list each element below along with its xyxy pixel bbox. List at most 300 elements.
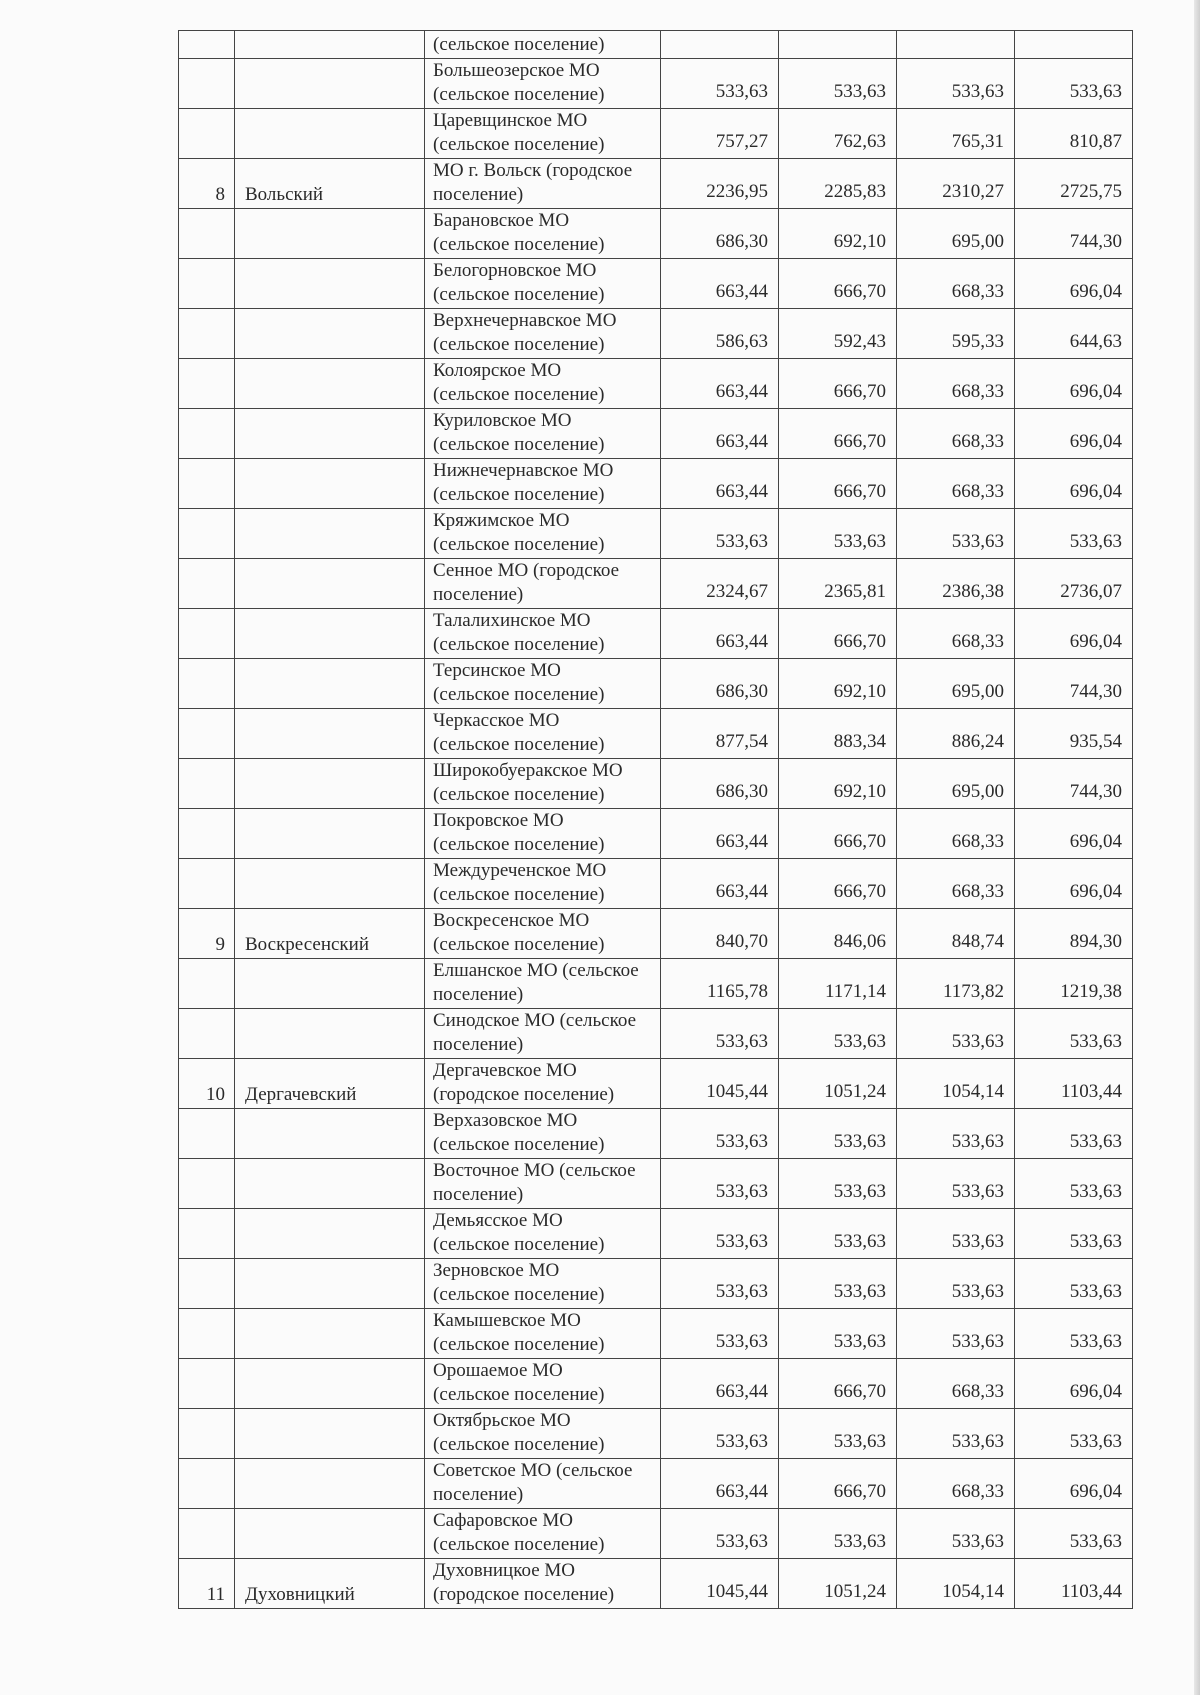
value-cell-1: 533,63 (661, 1109, 779, 1159)
district-cell (235, 559, 425, 609)
row-number-cell (179, 259, 235, 309)
value-cell-2: 1051,24 (779, 1559, 897, 1609)
district-cell (235, 1109, 425, 1159)
value-cell-4: 696,04 (1015, 459, 1133, 509)
table-row (179, 1409, 1133, 1459)
row-number-cell (179, 109, 235, 159)
value-cell-4: 810,87 (1015, 109, 1133, 159)
municipality-name-line: Широкобуеракское МО (433, 760, 623, 781)
municipality-cell (425, 59, 661, 109)
municipality-cell (425, 1459, 661, 1509)
municipality-name-line: Воскресенское МО (433, 910, 590, 931)
table-row (179, 1159, 1133, 1209)
municipality-name-line: Демьясское МО (433, 1210, 563, 1231)
table-row (179, 259, 1133, 309)
row-number-cell (179, 509, 235, 559)
value-cell-3: 695,00 (897, 659, 1015, 709)
value-cell-2: 692,10 (779, 659, 897, 709)
municipality-type-line: (сельское поселение) (433, 934, 605, 955)
table-row (179, 209, 1133, 259)
table-row (179, 1109, 1133, 1159)
municipality-cell (425, 359, 661, 409)
value-cell-3: 848,74 (897, 909, 1015, 959)
table-row (179, 1559, 1133, 1609)
municipality-name-line: Зерновское МО (433, 1260, 560, 1281)
municipality-type-line: (сельское поселение) (433, 384, 605, 405)
municipality-cell (425, 409, 661, 459)
municipality-cell (425, 1009, 661, 1059)
district-cell (235, 359, 425, 409)
table-row (179, 909, 1133, 959)
municipality-cell (425, 609, 661, 659)
municipality-type-line: (городское поселение) (433, 1084, 615, 1105)
table-row (179, 359, 1133, 409)
municipality-type-line: (сельское поселение) (433, 334, 605, 355)
municipality-cell (425, 909, 661, 959)
table-row (179, 709, 1133, 759)
table-row (179, 859, 1133, 909)
row-number-cell (179, 859, 235, 909)
row-number-cell (179, 59, 235, 109)
district-cell (235, 1009, 425, 1059)
municipality-type-line: (сельское поселение) (433, 84, 605, 105)
value-cell-1: 663,44 (661, 1359, 779, 1409)
value-cell-2: 666,70 (779, 1459, 897, 1509)
row-number-cell (179, 1459, 235, 1509)
municipality-name-line: Царевщинское МО (433, 110, 588, 131)
municipality-type-line: (сельское поселение) (433, 234, 605, 255)
value-cell-1: 1045,44 (661, 1559, 779, 1609)
municipality-name-line: Куриловское МО (433, 410, 572, 431)
value-cell-3: 533,63 (897, 1259, 1015, 1309)
row-number-cell (179, 1259, 235, 1309)
table-row (179, 409, 1133, 459)
value-cell-4: 2736,07 (1015, 559, 1133, 609)
municipality-type-line: поселение) (433, 1484, 524, 1505)
value-cell-1: 663,44 (661, 459, 779, 509)
value-cell-4: 1103,44 (1015, 1559, 1133, 1609)
municipality-name-line: Сафаровское МО (433, 1510, 573, 1531)
municipality-cell (425, 1309, 661, 1359)
row-number-cell (179, 809, 235, 859)
district-cell (235, 1459, 425, 1509)
municipality-type-line: поселение) (433, 184, 524, 205)
row-number-cell (179, 1109, 235, 1159)
value-cell-3: 533,63 (897, 1409, 1015, 1459)
municipality-cell (425, 759, 661, 809)
row-number-cell (179, 1159, 235, 1209)
municipality-type-line: (сельское поселение) (433, 884, 605, 905)
value-cell-3: 533,63 (897, 1509, 1015, 1559)
table-row (179, 759, 1133, 809)
district-cell (235, 709, 425, 759)
municipality-type-line: (сельское поселение) (433, 634, 605, 655)
value-cell-2: 533,63 (779, 1159, 897, 1209)
table-row (179, 659, 1133, 709)
row-number-cell (179, 409, 235, 459)
value-cell-2: 592,43 (779, 309, 897, 359)
table-row (179, 109, 1133, 159)
district-cell (235, 1509, 425, 1559)
municipality-cell (425, 859, 661, 909)
row-number-cell (179, 1509, 235, 1559)
value-cell-3: 1054,14 (897, 1559, 1015, 1609)
district-cell (235, 209, 425, 259)
district-cell: Воскресенский (235, 909, 425, 959)
table-row (179, 31, 1133, 59)
municipality-name-line: Советское МО (сельское (433, 1460, 633, 1481)
row-number-cell (179, 659, 235, 709)
municipality-name-line: Терсинское МО (433, 660, 561, 681)
value-cell-2: 533,63 (779, 1309, 897, 1359)
municipality-name-line: Белогорновское МО (433, 260, 597, 281)
district-cell (235, 1409, 425, 1459)
value-cell-2: 533,63 (779, 1259, 897, 1309)
value-cell-2: 533,63 (779, 1109, 897, 1159)
value-cell-4: 696,04 (1015, 609, 1133, 659)
value-cell-2: 533,63 (779, 59, 897, 109)
value-cell-2: 533,63 (779, 1409, 897, 1459)
value-cell-4: 533,63 (1015, 1509, 1133, 1559)
value-cell-3: 668,33 (897, 1359, 1015, 1409)
district-cell (235, 309, 425, 359)
municipality-type-line: (сельское поселение) (433, 284, 605, 305)
municipality-name-line: Талалихинское МО (433, 610, 591, 631)
value-cell-3: 668,33 (897, 459, 1015, 509)
value-cell-4: 696,04 (1015, 859, 1133, 909)
municipality-cell (425, 1159, 661, 1209)
municipality-name-line: Колоярское МО (433, 360, 562, 381)
value-cell-1: 663,44 (661, 409, 779, 459)
value-cell-1: 533,63 (661, 1509, 779, 1559)
value-cell-4: 533,63 (1015, 509, 1133, 559)
value-cell-2 (779, 31, 897, 59)
value-cell-1: 2236,95 (661, 159, 779, 209)
municipality-cell (425, 1409, 661, 1459)
value-cell-3: 668,33 (897, 409, 1015, 459)
table-row (179, 1009, 1133, 1059)
value-cell-2: 666,70 (779, 1359, 897, 1409)
row-number-cell (179, 1359, 235, 1409)
district-cell (235, 109, 425, 159)
value-cell-4: 533,63 (1015, 59, 1133, 109)
district-cell (235, 659, 425, 709)
row-number-cell (179, 359, 235, 409)
value-cell-1: 663,44 (661, 1459, 779, 1509)
municipality-cell (425, 209, 661, 259)
table-row (179, 809, 1133, 859)
value-cell-2: 762,63 (779, 109, 897, 159)
value-cell-1: 533,63 (661, 509, 779, 559)
row-number-cell (179, 609, 235, 659)
municipality-type-line: (сельское поселение) (433, 1134, 605, 1155)
value-cell-4: 744,30 (1015, 759, 1133, 809)
district-cell (235, 1309, 425, 1359)
value-cell-3: 533,63 (897, 1309, 1015, 1359)
value-cell-1: 533,63 (661, 1259, 779, 1309)
row-number-cell (179, 1209, 235, 1259)
municipality-name-line: Покровское МО (433, 810, 564, 831)
tariff-table-body (179, 31, 1133, 1609)
municipality-name-line: (сельское поселение) (433, 34, 605, 55)
value-cell-4: 744,30 (1015, 209, 1133, 259)
value-cell-2: 533,63 (779, 1009, 897, 1059)
municipality-type-line: (сельское поселение) (433, 534, 605, 555)
tariff-table (178, 30, 1133, 1609)
value-cell-3: 1173,82 (897, 959, 1015, 1009)
district-cell (235, 59, 425, 109)
municipality-cell (425, 959, 661, 1009)
row-number-cell (179, 309, 235, 359)
value-cell-1: 877,54 (661, 709, 779, 759)
value-cell-2: 666,70 (779, 859, 897, 909)
value-cell-3: 668,33 (897, 359, 1015, 409)
value-cell-1: 2324,67 (661, 559, 779, 609)
value-cell-4: 894,30 (1015, 909, 1133, 959)
value-cell-3: 533,63 (897, 59, 1015, 109)
value-cell-1: 1045,44 (661, 1059, 779, 1109)
value-cell-2: 692,10 (779, 759, 897, 809)
municipality-cell (425, 1509, 661, 1559)
value-cell-4: 744,30 (1015, 659, 1133, 709)
municipality-name-line: Восточное МО (сельское (433, 1160, 636, 1181)
district-cell (235, 409, 425, 459)
municipality-type-line: (сельское поселение) (433, 784, 605, 805)
municipality-name-line: Большеозерское МО (433, 60, 600, 81)
municipality-type-line: (сельское поселение) (433, 1284, 605, 1305)
municipality-name-line: Орошаемое МО (433, 1360, 563, 1381)
value-cell-4: 696,04 (1015, 409, 1133, 459)
value-cell-1: 533,63 (661, 1409, 779, 1459)
value-cell-1: 757,27 (661, 109, 779, 159)
page-edge-shadow (1194, 0, 1200, 1695)
value-cell-1: 533,63 (661, 59, 779, 109)
value-cell-2: 666,70 (779, 459, 897, 509)
municipality-cell (425, 459, 661, 509)
value-cell-1: 663,44 (661, 259, 779, 309)
value-cell-1: 533,63 (661, 1309, 779, 1359)
district-cell (235, 459, 425, 509)
value-cell-4: 696,04 (1015, 1459, 1133, 1509)
value-cell-4: 533,63 (1015, 1409, 1133, 1459)
row-number-cell (179, 1009, 235, 1059)
municipality-type-line: поселение) (433, 584, 524, 605)
table-row (179, 1059, 1133, 1109)
value-cell-3: 668,33 (897, 859, 1015, 909)
municipality-cell (425, 1059, 661, 1109)
municipality-type-line: (сельское поселение) (433, 834, 605, 855)
value-cell-1: 686,30 (661, 759, 779, 809)
municipality-name-line: Камышевское МО (433, 1310, 581, 1331)
municipality-name-line: Сенное МО (городское (433, 560, 620, 581)
municipality-cell (425, 559, 661, 609)
row-number-cell (179, 31, 235, 59)
value-cell-2: 2365,81 (779, 559, 897, 609)
municipality-cell (425, 809, 661, 859)
value-cell-3: 886,24 (897, 709, 1015, 759)
value-cell-1: 586,63 (661, 309, 779, 359)
value-cell-3: 595,33 (897, 309, 1015, 359)
district-cell (235, 1159, 425, 1209)
value-cell-1: 686,30 (661, 659, 779, 709)
municipality-name-line: Черкасское МО (433, 710, 560, 731)
table-row (179, 609, 1133, 659)
value-cell-4: 696,04 (1015, 809, 1133, 859)
table-row (179, 1359, 1133, 1409)
value-cell-2: 666,70 (779, 359, 897, 409)
municipality-type-line: (сельское поселение) (433, 434, 605, 455)
municipality-name-line: Верхазовское МО (433, 1110, 578, 1131)
row-number-cell (179, 559, 235, 609)
value-cell-2: 533,63 (779, 1509, 897, 1559)
value-cell-4: 935,54 (1015, 709, 1133, 759)
value-cell-4: 533,63 (1015, 1259, 1133, 1309)
municipality-type-line: поселение) (433, 984, 524, 1005)
value-cell-2: 692,10 (779, 209, 897, 259)
value-cell-3: 533,63 (897, 1109, 1015, 1159)
municipality-name-line: Елшанское МО (сельское (433, 960, 639, 981)
district-cell: Дергачевский (235, 1059, 425, 1109)
value-cell-4: 533,63 (1015, 1209, 1133, 1259)
value-cell-4: 533,63 (1015, 1009, 1133, 1059)
municipality-name-line: Верхнечернавское МО (433, 310, 617, 331)
value-cell-1: 663,44 (661, 809, 779, 859)
value-cell-4: 533,63 (1015, 1159, 1133, 1209)
value-cell-3: 668,33 (897, 1459, 1015, 1509)
value-cell-1: 686,30 (661, 209, 779, 259)
value-cell-2: 2285,83 (779, 159, 897, 209)
row-number-cell (179, 1409, 235, 1459)
value-cell-3 (897, 31, 1015, 59)
district-cell (235, 1359, 425, 1409)
municipality-type-line: поселение) (433, 1034, 524, 1055)
value-cell-4: 1219,38 (1015, 959, 1133, 1009)
table-row (179, 1309, 1133, 1359)
municipality-cell (425, 31, 661, 59)
district-cell (235, 959, 425, 1009)
value-cell-3: 668,33 (897, 609, 1015, 659)
value-cell-4: 696,04 (1015, 359, 1133, 409)
district-cell (235, 259, 425, 309)
row-number-cell (179, 709, 235, 759)
municipality-cell (425, 509, 661, 559)
value-cell-1: 663,44 (661, 359, 779, 409)
table-row (179, 509, 1133, 559)
municipality-type-line: поселение) (433, 1184, 524, 1205)
municipality-name-line: Междуреченское МО (433, 860, 607, 881)
value-cell-2: 1051,24 (779, 1059, 897, 1109)
value-cell-1: 533,63 (661, 1159, 779, 1209)
table-row (179, 1209, 1133, 1259)
value-cell-1: 1165,78 (661, 959, 779, 1009)
row-number-cell (179, 459, 235, 509)
municipality-cell (425, 259, 661, 309)
value-cell-1: 663,44 (661, 609, 779, 659)
district-cell (235, 809, 425, 859)
value-cell-4: 696,04 (1015, 259, 1133, 309)
value-cell-3: 765,31 (897, 109, 1015, 159)
municipality-type-line: (сельское поселение) (433, 1434, 605, 1455)
value-cell-3: 1054,14 (897, 1059, 1015, 1109)
value-cell-2: 666,70 (779, 259, 897, 309)
value-cell-2: 533,63 (779, 1209, 897, 1259)
table-row (179, 1259, 1133, 1309)
value-cell-1 (661, 31, 779, 59)
municipality-name-line: Октябрьское МО (433, 1410, 571, 1431)
municipality-type-line: (сельское поселение) (433, 1534, 605, 1555)
district-cell (235, 859, 425, 909)
table-row (179, 59, 1133, 109)
value-cell-3: 695,00 (897, 209, 1015, 259)
table-row (179, 459, 1133, 509)
municipality-cell (425, 1559, 661, 1609)
value-cell-2: 1171,14 (779, 959, 897, 1009)
municipality-name-line: Духовницкое МО (433, 1560, 576, 1581)
table-row (179, 309, 1133, 359)
value-cell-1: 840,70 (661, 909, 779, 959)
value-cell-4: 1103,44 (1015, 1059, 1133, 1109)
value-cell-4: 533,63 (1015, 1309, 1133, 1359)
municipality-name-line: МО г. Вольск (городское (433, 160, 633, 181)
value-cell-3: 533,63 (897, 1009, 1015, 1059)
value-cell-4: 533,63 (1015, 1109, 1133, 1159)
municipality-name-line: Дергачевское МО (433, 1060, 577, 1081)
municipality-cell (425, 709, 661, 759)
table-row (179, 159, 1133, 209)
municipality-type-line: (сельское поселение) (433, 1234, 605, 1255)
value-cell-2: 666,70 (779, 809, 897, 859)
value-cell-2: 883,34 (779, 709, 897, 759)
row-number-cell (179, 209, 235, 259)
row-number-cell: 8 (179, 159, 235, 209)
value-cell-4: 696,04 (1015, 1359, 1133, 1409)
municipality-name-line: Кряжимское МО (433, 510, 570, 531)
municipality-type-line: (сельское поселение) (433, 734, 605, 755)
table-row (179, 1459, 1133, 1509)
row-number-cell: 10 (179, 1059, 235, 1109)
row-number-cell (179, 1309, 235, 1359)
municipality-cell (425, 109, 661, 159)
value-cell-2: 666,70 (779, 609, 897, 659)
municipality-name-line: Синодское МО (сельское (433, 1010, 637, 1031)
district-cell: Вольский (235, 159, 425, 209)
district-cell (235, 1209, 425, 1259)
municipality-cell (425, 659, 661, 709)
municipality-type-line: (сельское поселение) (433, 1334, 605, 1355)
row-number-cell (179, 759, 235, 809)
value-cell-4: 2725,75 (1015, 159, 1133, 209)
value-cell-4 (1015, 31, 1133, 59)
municipality-cell (425, 1259, 661, 1309)
municipality-cell (425, 1359, 661, 1409)
table-row (179, 1509, 1133, 1559)
municipality-cell (425, 1209, 661, 1259)
district-cell: Духовницкий (235, 1559, 425, 1609)
municipality-name-line: Барановское МО (433, 210, 570, 231)
district-cell (235, 509, 425, 559)
value-cell-3: 695,00 (897, 759, 1015, 809)
value-cell-1: 533,63 (661, 1209, 779, 1259)
district-cell (235, 1259, 425, 1309)
municipality-type-line: (сельское поселение) (433, 484, 605, 505)
table-row (179, 959, 1133, 1009)
row-number-cell: 11 (179, 1559, 235, 1609)
district-cell (235, 609, 425, 659)
value-cell-1: 663,44 (661, 859, 779, 909)
value-cell-3: 2386,38 (897, 559, 1015, 609)
municipality-type-line: (сельское поселение) (433, 1384, 605, 1405)
municipality-type-line: (сельское поселение) (433, 134, 605, 155)
